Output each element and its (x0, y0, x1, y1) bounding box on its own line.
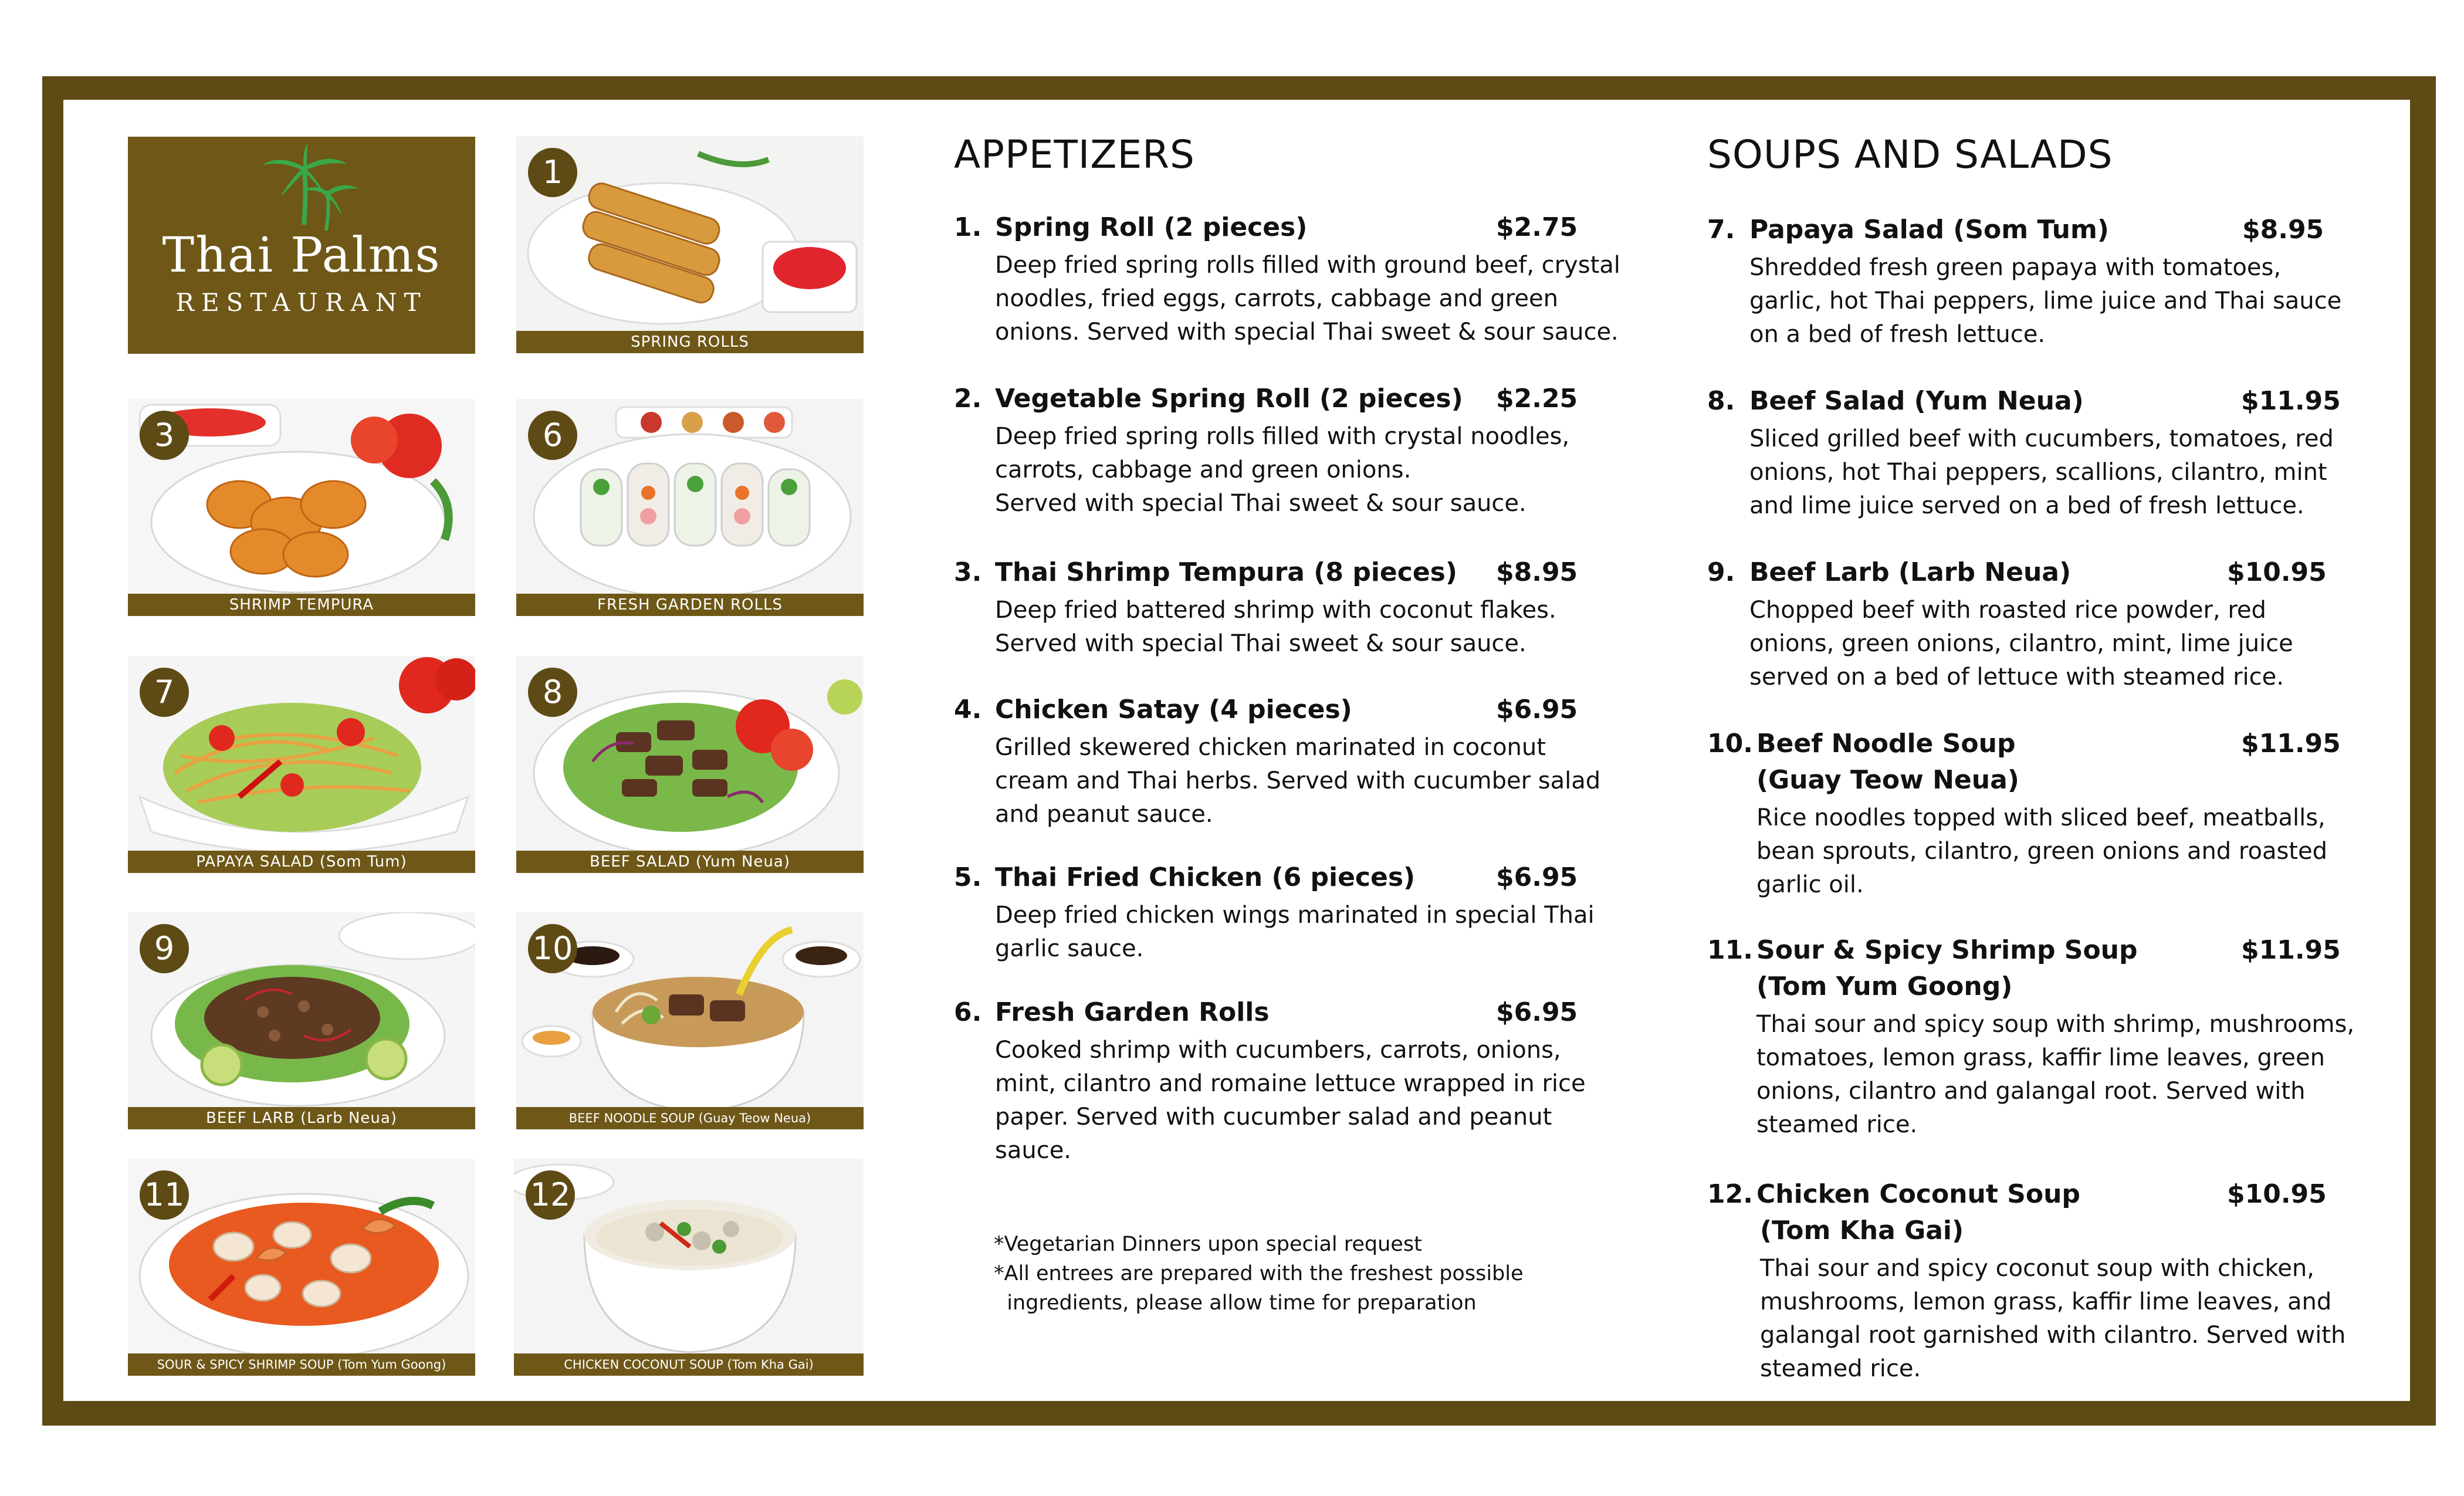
item-name: Beef Noodle Soup (1756, 729, 2016, 759)
item-price: $10.95 (2227, 1179, 2327, 1209)
item-number-badge: 12 (526, 1170, 575, 1220)
item-name: Chicken Coconut Soup (1756, 1179, 2080, 1209)
photo-spring-rolls (516, 136, 864, 353)
item-number-badge: 7 (140, 668, 189, 717)
item-description: Deep fried chicken wings marinated in special Thai garlic sauce. (995, 902, 1595, 962)
item-price: $11.95 (2241, 386, 2341, 416)
item-price: $10.95 (2227, 557, 2327, 587)
menu-item-9 (1707, 557, 2353, 698)
item-number: 2. (954, 384, 982, 414)
item-description: Rice noodles topped with sliced beef, meatballs, bean sprouts, cilantro, green onions and roasted garlic oil. (1756, 804, 2327, 898)
item-price: $6.95 (1496, 695, 1578, 725)
item-description: Thai sour and spicy coconut soup with chicken, mushrooms, lemon grass, kaffir lime leaves, and galangal root garnished with cilantro. Served with steamed rice. (1760, 1255, 2346, 1382)
item-name: Beef Larb (Larb Neua) (1749, 557, 2072, 587)
menu-item-3 (954, 557, 1599, 675)
item-description: Shredded fresh green papaya with tomatoes, garlic, hot Thai peppers, lime juice and Thai sauce on a bed of fresh lettuce. (1749, 254, 2342, 348)
item-description: Deep fried battered shrimp with coconut flakes. Served with special Thai sweet & sour sauce. (995, 597, 1556, 657)
menu-item-1 (954, 212, 1620, 353)
item-number: 9. (1707, 557, 1735, 587)
restaurant-logo (128, 137, 475, 354)
menu-item-4 (954, 695, 1599, 835)
item-price: $6.95 (1496, 862, 1578, 892)
photo-caption: BEEF NOODLE SOUP (Guay Teow Neua) (516, 1107, 864, 1129)
menu-item-10 (1707, 729, 2353, 905)
item-description: Deep fried spring rolls filled with crystal noodles, carrots, cabbage and green onions. Served with special Thai sweet & sour sauce. (995, 423, 1570, 517)
item-name-thai: (Guay Teow Neua) (1756, 765, 2019, 795)
item-name: Thai Fried Chicken (6 pieces) (995, 862, 1416, 892)
photo-beef-larb (128, 912, 475, 1129)
photo-caption: CHICKEN COCONUT SOUP (Tom Kha Gai) (514, 1353, 864, 1376)
item-number-badge: 10 (528, 924, 577, 973)
menu-item-6 (954, 997, 1599, 1167)
menu-notes: *Vegetarian Dinners upon special request *All entrees are prepared with the freshest possible ingredients, please allow time for preparation (994, 1233, 1524, 1315)
photo-chicken-coconut-soup (514, 1159, 864, 1376)
item-price: $2.75 (1496, 212, 1578, 242)
photo-caption: BEEF LARB (Larb Neua) (128, 1107, 475, 1129)
item-number-badge: 3 (140, 411, 189, 460)
item-price: $8.95 (2242, 215, 2324, 245)
item-name: Chicken Satay (4 pieces) (995, 695, 1352, 725)
item-number: 12. (1707, 1179, 1753, 1209)
item-description: Thai sour and spicy soup with shrimp, mushrooms, tomatoes, lemon grass, kaffir lime leaves, green onions, cilantro and galangal root. Served with steamed rice. (1756, 1011, 2355, 1138)
item-number-badge: 9 (140, 924, 189, 973)
photo-caption: SPRING ROLLS (516, 331, 864, 353)
item-name: Fresh Garden Rolls (995, 997, 1270, 1027)
item-price: $6.95 (1496, 997, 1578, 1027)
item-description: Grilled skewered chicken marinated in coconut cream and Thai herbs. Served with cucumber salad and peanut sauce. (995, 734, 1601, 828)
item-number: 6. (954, 997, 982, 1027)
item-price: $2.25 (1496, 384, 1578, 414)
item-number: 1. (954, 212, 982, 242)
item-price: $11.95 (2241, 935, 2341, 965)
photo-caption: FRESH GARDEN ROLLS (516, 594, 864, 616)
item-number-badge: 1 (528, 148, 577, 197)
item-number: 5. (954, 862, 982, 892)
soups-salads-heading: SOUPS AND SALADS (1707, 132, 2113, 177)
photo-shrimp-tempura (128, 399, 475, 616)
item-description: Cooked shrimp with cucumbers, carrots, onions, mint, cilantro and romaine lettuce wrapped in rice paper. Served with cucumber salad and peanut sauce. (995, 1037, 1586, 1164)
item-price: $11.95 (2241, 729, 2341, 759)
logo-subtitle: RESTAURANT (175, 288, 428, 317)
item-number: 4. (954, 695, 982, 725)
photo-fresh-garden-rolls (516, 399, 864, 616)
item-number: 3. (954, 557, 982, 587)
menu-item-11 (1707, 935, 2353, 1146)
photo-caption: BEEF SALAD (Yum Neua) (516, 851, 864, 873)
photo-beef-noodle-soup (516, 912, 864, 1129)
menu-item-5 (954, 862, 1599, 980)
logo-title: Thai Palms (162, 228, 441, 283)
item-description: Deep fried spring rolls filled with ground beef, crystal noodles, fried eggs, carrots, cabbage and green onions. Served with special Thai sweet & sour sauce. (995, 252, 1620, 346)
item-name-thai: (Tom Yum Goong) (1756, 972, 2013, 1001)
menu-item-2 (954, 384, 1599, 524)
item-number: 11. (1707, 935, 1753, 965)
menu-item-7 (1707, 215, 2353, 356)
item-description: Sliced grilled beef with cucumbers, tomatoes, red onions, hot Thai peppers, scallions, cilantro, mint and lime juice served on a bed of fresh lettuce. (1749, 425, 2334, 519)
item-number: 7. (1707, 215, 1735, 245)
item-name: Spring Roll (2 pieces) (995, 212, 1308, 242)
item-price: $8.95 (1496, 557, 1578, 587)
item-name: Vegetable Spring Roll (2 pieces) (995, 384, 1463, 414)
item-description: Chopped beef with roasted rice powder, red onions, green onions, cilantro, mint, lime juice served on a bed of lettuce with steamed rice. (1749, 597, 2293, 691)
item-name-thai: (Tom Kha Gai) (1760, 1216, 1964, 1245)
photo-caption: PAPAYA SALAD (Som Tum) (128, 851, 475, 873)
item-number-badge: 6 (528, 411, 577, 460)
item-name: Papaya Salad (Som Tum) (1749, 215, 2109, 245)
item-name: Thai Shrimp Tempura (8 pieces) (995, 557, 1457, 587)
appetizers-heading: APPETIZERS (954, 132, 1195, 177)
photo-papaya-salad (128, 656, 475, 873)
photo-beef-salad (516, 656, 864, 873)
item-name: Sour & Spicy Shrimp Soup (1756, 935, 2138, 965)
item-number-badge: 11 (140, 1170, 189, 1220)
item-number-badge: 8 (528, 668, 577, 717)
menu-item-8 (1707, 386, 2353, 527)
menu-item-12 (1707, 1179, 2353, 1390)
item-name: Beef Salad (Yum Neua) (1749, 386, 2084, 416)
item-number: 8. (1707, 386, 1735, 416)
photo-sour-spicy-shrimp-soup (128, 1159, 475, 1376)
photo-caption: SOUR & SPICY SHRIMP SOUP (Tom Yum Goong) (128, 1353, 475, 1376)
photo-caption: SHRIMP TEMPURA (128, 594, 475, 616)
item-number: 10. (1707, 729, 1753, 759)
